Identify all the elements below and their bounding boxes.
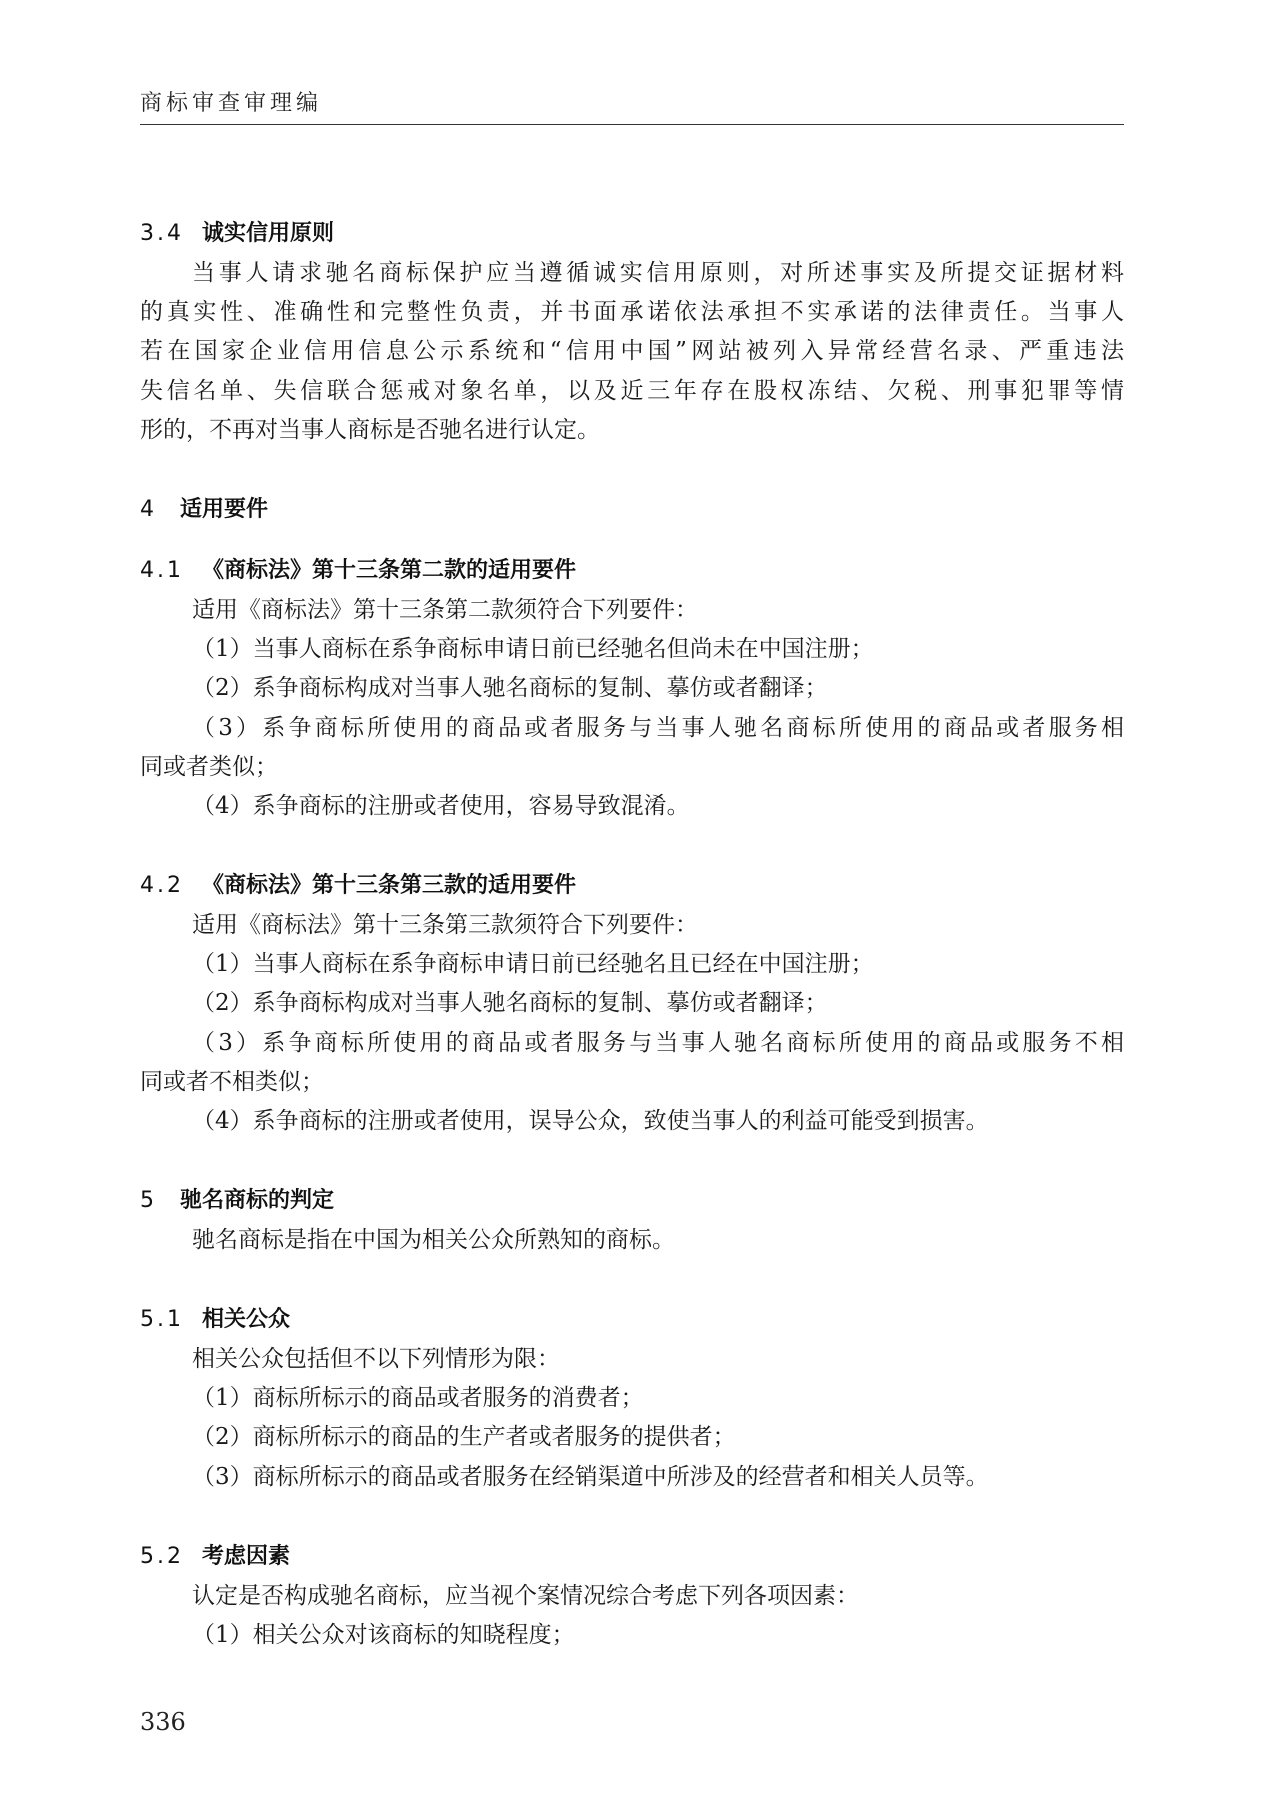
section-heading-5 (140, 1183, 334, 1214)
paragraph-line: 驰名商标是指在中国为相关公众所熟知的商标。 (192, 1227, 675, 1253)
list-item: （3）商标所标示的商品或者服务在经销渠道中所涉及的经营者和相关人员等。 (192, 1464, 989, 1490)
paragraph-line: 适用《商标法》第十三条第三款须符合下列要件： (192, 912, 698, 938)
paragraph-line: 的真实性、准确性和完整性负责，并书面承诺依法承担不实承诺的法律责任。当事人 (140, 299, 1124, 325)
paragraph-line: 相关公众包括但不以下列情形为限： (192, 1346, 560, 1372)
paragraph-line: 若在国家企业信用信息公示系统和“信用中国”网站被列入异常经营名录、严重违法 (140, 338, 1124, 364)
list-item: （3）系争商标所使用的商品或者服务与当事人驰名商标所使用的商品或服务不相 (192, 1030, 1124, 1056)
list-item: （1）当事人商标在系争商标申请日前已经驰名但尚未在中国注册； (192, 636, 874, 662)
section-title: 诚实信用原则 (202, 221, 335, 246)
paragraph-line: 形的，不再对当事人商标是否驰名进行认定。 (140, 417, 600, 443)
page-number: 336 (140, 1708, 186, 1736)
section-number: 5.2 (140, 1544, 184, 1569)
paragraph-line: 失信名单、失信联合惩戒对象名单，以及近三年存在股权冻结、欠税、刑事犯罪等情 (140, 378, 1124, 404)
section-number: 5.1 (140, 1307, 184, 1332)
section-heading-4-2 (140, 868, 576, 899)
section-title: 《商标法》第十三条第三款的适用要件 (202, 873, 577, 898)
list-item: （3）系争商标所使用的商品或者服务与当事人驰名商标所使用的商品或者服务相 (192, 715, 1124, 741)
section-number: 3.4 (140, 221, 184, 246)
section-number: 4.2 (140, 873, 184, 898)
section-title: 相关公众 (202, 1307, 291, 1332)
list-item-continuation: 同或者类似； (140, 754, 278, 780)
section-heading-5-2 (140, 1539, 290, 1570)
list-item: （2）系争商标构成对当事人驰名商标的复制、摹仿或者翻译； (192, 675, 828, 701)
list-item: （2）商标所标示的商品的生产者或者服务的提供者； (192, 1424, 736, 1450)
list-item: （1）商标所标示的商品或者服务的消费者； (192, 1385, 644, 1411)
running-header-title: 商标审查审理编 (140, 91, 323, 116)
section-title: 《商标法》第十三条第二款的适用要件 (202, 558, 577, 583)
section-heading-5-1 (140, 1302, 290, 1333)
section-number: 4.1 (140, 558, 184, 583)
paragraph-line: 当事人请求驰名商标保护应当遵循诚实信用原则，对所述事实及所提交证据材料 (192, 260, 1124, 286)
header-rule (140, 124, 1124, 125)
section-heading-3-4 (140, 216, 334, 247)
list-item: （2）系争商标构成对当事人驰名商标的复制、摹仿或者翻译； (192, 990, 828, 1016)
section-number: 4 (140, 497, 157, 522)
paragraph-line: 认定是否构成驰名商标，应当视个案情况综合考虑下列各项因素： (192, 1583, 859, 1609)
section-number: 5 (140, 1188, 157, 1213)
section-title: 考虑因素 (202, 1544, 291, 1569)
list-item: （1）当事人商标在系争商标申请日前已经驰名且已经在中国注册； (192, 951, 874, 977)
list-item-continuation: 同或者不相类似； (140, 1069, 324, 1095)
section-title: 适用要件 (180, 497, 269, 522)
list-item: （1）相关公众对该商标的知晓程度； (192, 1622, 575, 1648)
section-title: 驰名商标的判定 (180, 1188, 335, 1213)
paragraph-line: 适用《商标法》第十三条第二款须符合下列要件： (192, 597, 698, 623)
list-item: （4）系争商标的注册或者使用，容易导致混淆。 (192, 793, 690, 819)
list-item: （4）系争商标的注册或者使用，误导公众，致使当事人的利益可能受到损害。 (192, 1108, 989, 1134)
section-heading-4-1 (140, 553, 576, 584)
section-heading-4 (140, 492, 268, 523)
